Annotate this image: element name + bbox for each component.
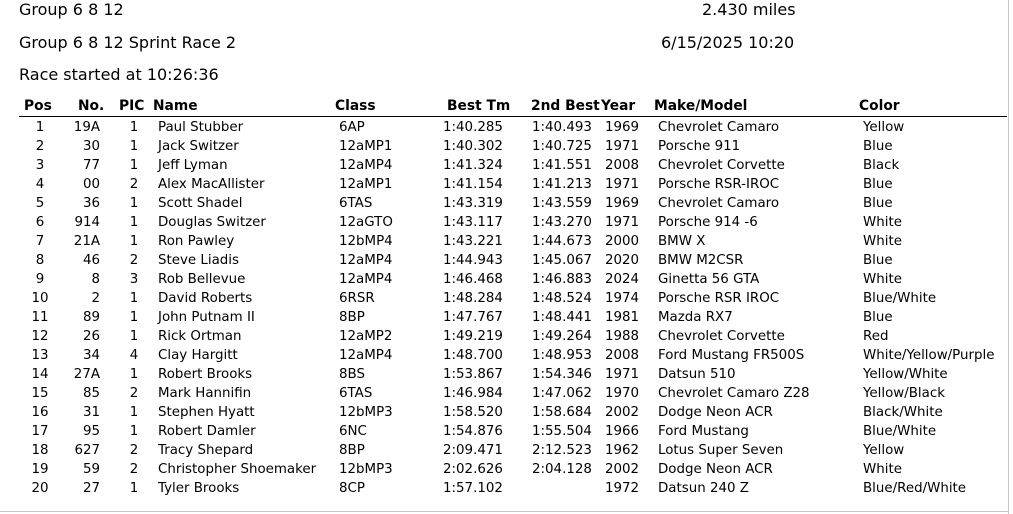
table-row bbox=[0, 119, 1008, 138]
table-row bbox=[0, 404, 1008, 423]
cell-driver-name: Robert Brooks bbox=[158, 367, 253, 382]
table-row bbox=[0, 214, 1008, 233]
cell-make-model: Lotus Super Seven bbox=[658, 443, 784, 458]
cell-number: 85 bbox=[82, 386, 100, 401]
cell-pic: 2 bbox=[129, 386, 139, 401]
cell-year: 1969 bbox=[605, 196, 640, 211]
cell-second-best: 2:04.128 bbox=[532, 462, 592, 477]
cell-class: 12aMP4 bbox=[339, 253, 393, 268]
cell-class: 12aMP1 bbox=[339, 139, 393, 154]
cell-best-time: 1:41.324 bbox=[443, 158, 503, 173]
cell-driver-name: Robert Damler bbox=[158, 424, 256, 439]
cell-color: Blue bbox=[863, 310, 893, 325]
cell-year: 1970 bbox=[605, 386, 640, 401]
col-header-color: Color bbox=[859, 98, 900, 114]
cell-color: Blue/White bbox=[863, 291, 937, 306]
cell-color: Blue/White bbox=[863, 424, 937, 439]
col-header-name: Name bbox=[153, 98, 198, 114]
cell-second-best: 1:41.551 bbox=[532, 158, 592, 173]
cell-year: 1971 bbox=[605, 139, 640, 154]
cell-pos: 5 bbox=[35, 196, 45, 211]
cell-second-best: 1:40.493 bbox=[532, 120, 592, 135]
cell-number: 46 bbox=[82, 253, 100, 268]
cell-pos: 8 bbox=[35, 253, 45, 268]
cell-driver-name: Rick Ortman bbox=[158, 329, 242, 344]
page-border-bottom bbox=[0, 511, 1009, 512]
cell-pos: 18 bbox=[31, 443, 49, 458]
cell-make-model: Porsche 914 -6 bbox=[658, 215, 758, 230]
cell-make-model: Datsun 240 Z bbox=[658, 481, 749, 496]
cell-best-time: 1:40.285 bbox=[443, 120, 503, 135]
table-row bbox=[0, 366, 1008, 385]
cell-best-time: 1:43.221 bbox=[443, 234, 503, 249]
cell-year: 1969 bbox=[605, 120, 640, 135]
cell-pic: 1 bbox=[129, 310, 139, 325]
cell-second-best: 1:48.441 bbox=[532, 310, 592, 325]
header-underline bbox=[19, 116, 1007, 117]
cell-number: 34 bbox=[82, 348, 100, 363]
cell-number: 30 bbox=[82, 139, 100, 154]
cell-driver-name: Alex MacAllister bbox=[158, 177, 265, 192]
cell-color: Black/White bbox=[863, 405, 943, 420]
cell-number: 27 bbox=[82, 481, 100, 496]
cell-driver-name: Ron Pawley bbox=[158, 234, 235, 249]
table-row bbox=[0, 233, 1008, 252]
cell-pos: 1 bbox=[35, 120, 45, 135]
cell-driver-name: Scott Shadel bbox=[158, 196, 243, 211]
cell-color: Blue bbox=[863, 196, 893, 211]
cell-year: 2024 bbox=[605, 272, 640, 287]
col-header-class: Class bbox=[335, 98, 376, 114]
cell-second-best: 1:58.684 bbox=[532, 405, 592, 420]
cell-pic: 3 bbox=[129, 272, 139, 287]
cell-best-time: 1:40.302 bbox=[443, 139, 503, 154]
cell-class: 12bMP3 bbox=[339, 462, 393, 477]
cell-make-model: Ford Mustang bbox=[658, 424, 749, 439]
cell-year: 1988 bbox=[605, 329, 640, 344]
cell-pic: 1 bbox=[129, 120, 139, 135]
cell-driver-name: Douglas Switzer bbox=[158, 215, 266, 230]
race-start-time: Race started at 10:26:36 bbox=[19, 65, 219, 84]
cell-pos: 7 bbox=[35, 234, 45, 249]
cell-best-time: 2:09.471 bbox=[443, 443, 503, 458]
cell-pic: 1 bbox=[129, 215, 139, 230]
table-row bbox=[0, 195, 1008, 214]
cell-pic: 1 bbox=[129, 424, 139, 439]
cell-number: 31 bbox=[82, 405, 100, 420]
cell-color: Blue bbox=[863, 139, 893, 154]
cell-second-best: 1:49.264 bbox=[532, 329, 592, 344]
race-name: Group 6 8 12 Sprint Race 2 bbox=[19, 33, 237, 52]
cell-class: 12bMP4 bbox=[339, 234, 393, 249]
cell-pic: 2 bbox=[129, 443, 139, 458]
col-header-number: No. bbox=[78, 98, 105, 114]
cell-pos: 11 bbox=[31, 310, 49, 325]
cell-pic: 1 bbox=[129, 158, 139, 173]
cell-class: 12aMP2 bbox=[339, 329, 393, 344]
cell-pic: 1 bbox=[129, 234, 139, 249]
cell-class: 8BS bbox=[339, 367, 365, 382]
cell-number: 26 bbox=[82, 329, 100, 344]
cell-number: 00 bbox=[82, 177, 100, 192]
cell-best-time: 1:43.117 bbox=[443, 215, 503, 230]
cell-color: Yellow/White bbox=[863, 367, 948, 382]
cell-driver-name: Clay Hargitt bbox=[158, 348, 238, 363]
cell-pos: 12 bbox=[31, 329, 49, 344]
table-row bbox=[0, 309, 1008, 328]
cell-make-model: Chevrolet Camaro Z28 bbox=[658, 386, 810, 401]
cell-class: 12aMP4 bbox=[339, 158, 393, 173]
cell-pic: 2 bbox=[129, 177, 139, 192]
cell-driver-name: Paul Stubber bbox=[158, 120, 244, 135]
col-header-best-time: Best Tm bbox=[447, 98, 511, 114]
cell-make-model: Datsun 510 bbox=[658, 367, 736, 382]
cell-best-time: 1:44.943 bbox=[443, 253, 503, 268]
cell-pos: 4 bbox=[35, 177, 45, 192]
cell-number: 8 bbox=[91, 272, 100, 287]
cell-year: 1962 bbox=[605, 443, 640, 458]
cell-second-best: 1:43.559 bbox=[532, 196, 592, 211]
cell-class: 8BP bbox=[339, 443, 365, 458]
cell-make-model: Chevrolet Camaro bbox=[658, 120, 780, 135]
table-row bbox=[0, 442, 1008, 461]
cell-class: 6TAS bbox=[339, 386, 373, 401]
cell-year: 2002 bbox=[605, 405, 640, 420]
cell-pic: 4 bbox=[129, 348, 139, 363]
cell-year: 2000 bbox=[605, 234, 640, 249]
cell-driver-name: David Roberts bbox=[158, 291, 253, 306]
cell-number: 59 bbox=[82, 462, 100, 477]
cell-best-time: 1:54.876 bbox=[443, 424, 503, 439]
cell-number: 95 bbox=[82, 424, 100, 439]
cell-color: White bbox=[863, 462, 902, 477]
cell-best-time: 1:48.284 bbox=[443, 291, 503, 306]
cell-driver-name: Rob Bellevue bbox=[158, 272, 246, 287]
table-row bbox=[0, 480, 1008, 499]
results-table-body bbox=[0, 119, 1008, 499]
cell-make-model: Chevrolet Corvette bbox=[658, 329, 785, 344]
cell-year: 1971 bbox=[605, 367, 640, 382]
cell-best-time: 1:53.867 bbox=[443, 367, 503, 382]
cell-second-best: 1:44.673 bbox=[532, 234, 592, 249]
cell-class: 12aMP4 bbox=[339, 272, 393, 287]
cell-driver-name: Jeff Lyman bbox=[158, 158, 228, 173]
col-header-make-model: Make/Model bbox=[654, 98, 748, 114]
cell-number: 27A bbox=[73, 367, 100, 382]
cell-year: 2008 bbox=[605, 158, 640, 173]
cell-best-time: 1:46.468 bbox=[443, 272, 503, 287]
cell-make-model: Chevrolet Corvette bbox=[658, 158, 785, 173]
cell-year: 1971 bbox=[605, 215, 640, 230]
cell-pic: 1 bbox=[129, 139, 139, 154]
cell-year: 1972 bbox=[605, 481, 640, 496]
cell-class: 12aMP4 bbox=[339, 348, 393, 363]
cell-color: Yellow bbox=[863, 120, 905, 135]
cell-class: 6RSR bbox=[339, 291, 375, 306]
cell-second-best: 1:41.213 bbox=[532, 177, 592, 192]
cell-driver-name: Tyler Brooks bbox=[158, 481, 240, 496]
cell-driver-name: Steve Liadis bbox=[158, 253, 239, 268]
cell-class: 6AP bbox=[339, 120, 365, 135]
results-table-header bbox=[0, 98, 1008, 115]
cell-second-best: 1:47.062 bbox=[532, 386, 592, 401]
cell-pos: 3 bbox=[35, 158, 45, 173]
table-row bbox=[0, 252, 1008, 271]
col-header-pic: PIC bbox=[119, 98, 145, 114]
cell-year: 2008 bbox=[605, 348, 640, 363]
cell-number: 2 bbox=[91, 291, 100, 306]
cell-best-time: 1:47.767 bbox=[443, 310, 503, 325]
table-row bbox=[0, 328, 1008, 347]
cell-class: 6NC bbox=[339, 424, 367, 439]
cell-class: 8CP bbox=[339, 481, 365, 496]
cell-second-best: 1:54.346 bbox=[532, 367, 592, 382]
cell-make-model: Porsche 911 bbox=[658, 139, 741, 154]
cell-number: 89 bbox=[82, 310, 100, 325]
cell-year: 2002 bbox=[605, 462, 640, 477]
cell-best-time: 1:58.520 bbox=[443, 405, 503, 420]
cell-year: 1971 bbox=[605, 177, 640, 192]
table-row bbox=[0, 423, 1008, 442]
cell-number: 627 bbox=[74, 443, 100, 458]
cell-make-model: Ginetta 56 GTA bbox=[658, 272, 760, 287]
cell-second-best: 1:46.883 bbox=[532, 272, 592, 287]
cell-best-time: 2:02.626 bbox=[443, 462, 503, 477]
cell-second-best: 1:48.524 bbox=[532, 291, 592, 306]
cell-pos: 20 bbox=[31, 481, 49, 496]
cell-second-best: 1:48.953 bbox=[532, 348, 592, 363]
cell-make-model: Ford Mustang FR500S bbox=[658, 348, 805, 363]
cell-class: 12aMP1 bbox=[339, 177, 393, 192]
track-distance: 2.430 miles bbox=[702, 0, 796, 19]
cell-class: 12bMP3 bbox=[339, 405, 393, 420]
cell-pos: 9 bbox=[35, 272, 45, 287]
cell-number: 77 bbox=[82, 158, 100, 173]
cell-class: 6TAS bbox=[339, 196, 373, 211]
cell-driver-name: Mark Hannifin bbox=[158, 386, 252, 401]
cell-make-model: Mazda RX7 bbox=[658, 310, 733, 325]
cell-color: White bbox=[863, 272, 902, 287]
cell-color: White/Yellow/Purple bbox=[863, 348, 995, 363]
cell-color: Black bbox=[863, 158, 900, 173]
table-row bbox=[0, 385, 1008, 404]
cell-pos: 13 bbox=[31, 348, 49, 363]
cell-make-model: Chevrolet Camaro bbox=[658, 196, 780, 211]
cell-color: White bbox=[863, 234, 902, 249]
cell-second-best: 2:12.523 bbox=[532, 443, 592, 458]
cell-color: Blue bbox=[863, 177, 893, 192]
cell-color: White bbox=[863, 215, 902, 230]
page-border-right bbox=[1008, 0, 1009, 514]
cell-driver-name: Stephen Hyatt bbox=[158, 405, 255, 420]
cell-pic: 1 bbox=[129, 291, 139, 306]
cell-driver-name: Tracy Shepard bbox=[158, 443, 254, 458]
cell-number: 21A bbox=[73, 234, 100, 249]
cell-best-time: 1:48.700 bbox=[443, 348, 503, 363]
cell-pic: 1 bbox=[129, 481, 139, 496]
cell-number: 914 bbox=[74, 215, 100, 230]
cell-make-model: BMW M2CSR bbox=[658, 253, 744, 268]
table-row bbox=[0, 138, 1008, 157]
cell-best-time: 1:49.219 bbox=[443, 329, 503, 344]
cell-driver-name: Jack Switzer bbox=[158, 139, 239, 154]
cell-class: 8BP bbox=[339, 310, 365, 325]
cell-driver-name: Christopher Shoemaker bbox=[158, 462, 317, 477]
cell-second-best: 1:43.270 bbox=[532, 215, 592, 230]
table-row bbox=[0, 461, 1008, 480]
cell-color: Yellow bbox=[863, 443, 905, 458]
col-header-year: Year bbox=[601, 98, 636, 114]
cell-second-best: 1:55.504 bbox=[532, 424, 592, 439]
cell-year: 2020 bbox=[605, 253, 640, 268]
cell-driver-name: John Putnam II bbox=[158, 310, 255, 325]
cell-second-best: 1:45.067 bbox=[532, 253, 592, 268]
table-row bbox=[0, 157, 1008, 176]
table-row bbox=[0, 176, 1008, 195]
cell-best-time: 1:43.319 bbox=[443, 196, 503, 211]
col-header-pos: Pos bbox=[24, 98, 52, 114]
cell-pos: 19 bbox=[31, 462, 49, 477]
cell-make-model: Porsche RSR IROC bbox=[658, 291, 780, 306]
cell-make-model: Dodge Neon ACR bbox=[658, 462, 773, 477]
table-row bbox=[0, 347, 1008, 366]
cell-number: 36 bbox=[82, 196, 100, 211]
cell-pic: 2 bbox=[129, 462, 139, 477]
race-datetime: 6/15/2025 10:20 bbox=[661, 33, 795, 52]
cell-pic: 1 bbox=[129, 196, 139, 211]
cell-make-model: Dodge Neon ACR bbox=[658, 405, 773, 420]
cell-pic: 1 bbox=[129, 367, 139, 382]
table-row bbox=[0, 290, 1008, 309]
cell-color: Red bbox=[863, 329, 889, 344]
cell-pos: 6 bbox=[35, 215, 45, 230]
cell-make-model: BMW X bbox=[658, 234, 706, 249]
cell-color: Blue bbox=[863, 253, 893, 268]
cell-pic: 2 bbox=[129, 253, 139, 268]
cell-second-best: 1:40.725 bbox=[532, 139, 592, 154]
cell-pos: 15 bbox=[31, 386, 49, 401]
cell-year: 1974 bbox=[605, 291, 640, 306]
cell-pic: 1 bbox=[129, 329, 139, 344]
cell-year: 1981 bbox=[605, 310, 640, 325]
cell-best-time: 1:46.984 bbox=[443, 386, 503, 401]
cell-pic: 1 bbox=[129, 405, 139, 420]
cell-make-model: Porsche RSR-IROC bbox=[658, 177, 780, 192]
cell-pos: 16 bbox=[31, 405, 49, 420]
group-title: Group 6 8 12 bbox=[19, 0, 124, 19]
cell-year: 1966 bbox=[605, 424, 640, 439]
cell-pos: 2 bbox=[35, 139, 45, 154]
cell-number: 19A bbox=[73, 120, 100, 135]
cell-pos: 14 bbox=[31, 367, 49, 382]
cell-best-time: 1:57.102 bbox=[443, 481, 503, 496]
cell-best-time: 1:41.154 bbox=[443, 177, 503, 192]
cell-pos: 10 bbox=[31, 291, 49, 306]
table-row bbox=[0, 271, 1008, 290]
cell-class: 12aGTO bbox=[339, 215, 393, 230]
col-header-second-best: 2nd Best bbox=[531, 98, 600, 114]
cell-pos: 17 bbox=[31, 424, 49, 439]
cell-color: Blue/Red/White bbox=[863, 481, 967, 496]
cell-color: Yellow/Black bbox=[863, 386, 945, 401]
